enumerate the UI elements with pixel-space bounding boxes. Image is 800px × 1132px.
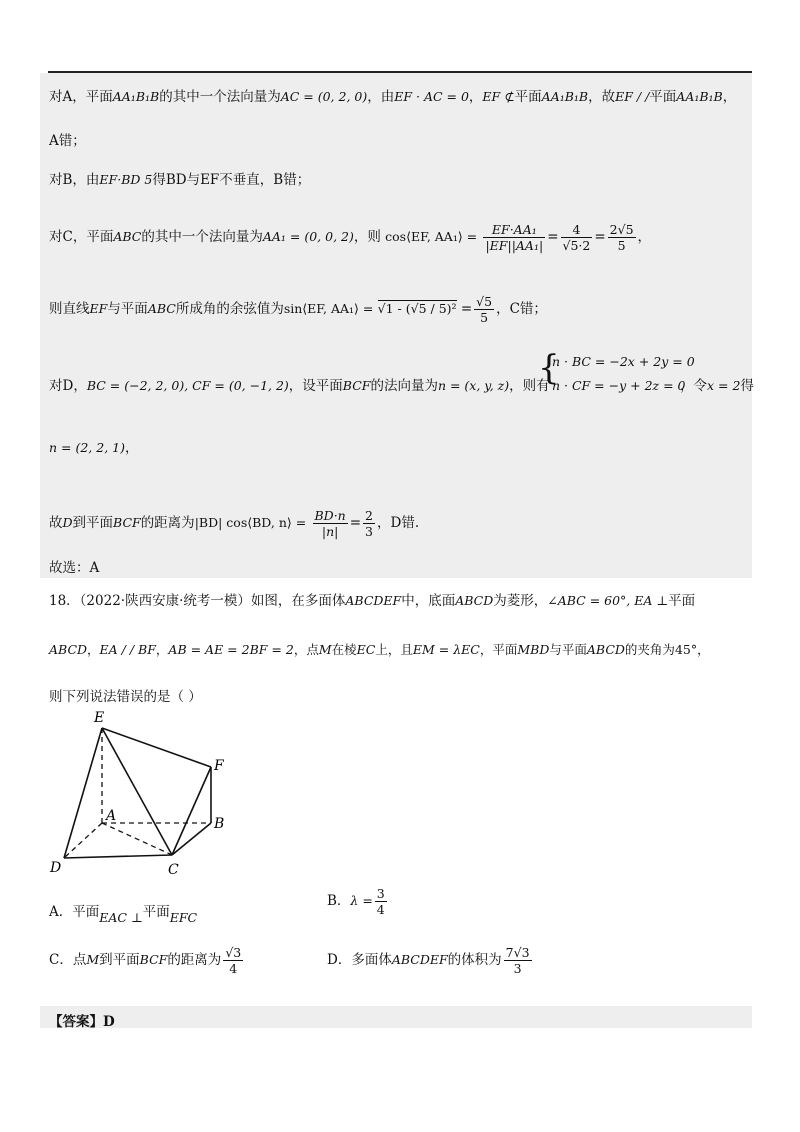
question-line3: 则下列说法错误的是（ ） <box>49 689 202 705</box>
label-E: E <box>94 710 105 726</box>
edge-AC-hidden <box>102 823 172 855</box>
solution-c-line2: 则直线EF与平面ABC所成角的余弦值为sin⟨EF, AA₁⟩ = √1 - (√5 / 5)² = $\frac{√5}{5}$ ，C错； <box>49 294 547 325</box>
solution-d-line3: 故D到平面BCF的距离为|BD| cos⟨BD, n⟩ = $\frac{BD\cdot n}{|n|}$ = $\frac{2}{3}$ ，D错. <box>49 508 420 539</box>
answer-line: 【答案】D <box>49 1014 115 1030</box>
system-eq2: n · CF = −y + 2z = 0 <box>552 378 686 393</box>
system-brace: { <box>538 348 560 388</box>
solution-d-line1: 对D，BC = (−2, 2, 0), CF = (0, −1, 2)，设平面BCF的法向量为n = (x, y, z)，则有 <box>49 378 550 394</box>
question-line1: 18．（2022·陕西安康·统考一模）如图，在多面体ABCDEF中，底面ABCD为菱形，∠ABC = 60°, EA ⊥平面 <box>49 593 696 609</box>
option-c[interactable]: C．点M到平面BCF的距离为 $\frac{√3}{4}$ <box>49 945 242 976</box>
label-B: B <box>214 816 225 832</box>
label-A: A <box>106 808 117 824</box>
option-d[interactable]: D．多面体ABCDEF的体积为 $\frac{7√3}{3}$ <box>327 945 530 976</box>
system-eq1: n · BC = −2x + 2y = 0 <box>552 354 695 369</box>
option-a[interactable]: A．平面EAC ⊥平面EFC <box>49 904 198 925</box>
solution-d-line2: n = (2, 2, 1)， <box>49 440 139 456</box>
option-b[interactable]: B．λ = $\frac{3}{4}$ <box>327 886 385 917</box>
edge-DC <box>64 855 172 858</box>
solution-a-conclusion: A错； <box>49 133 86 149</box>
question-line2: ABCD，EA / / BF，AB = AE = 2BF = 2，点M在棱EC上，且EM = λEC，平面MBD与平面ABCD的夹角为45°， <box>49 642 710 657</box>
edge-BC <box>172 823 211 855</box>
label-F: F <box>214 758 224 774</box>
edge-FC <box>172 767 211 855</box>
solution-panel <box>40 73 752 578</box>
solution-c-line1: 对C，平面ABC的其中一个法向量为AA₁ = (0, 0, 2)，则 cos⟨EF, AA₁⟩ = $\frac{\text{EF·AA₁}}{\text{|EF||AA₁|}}$ = $\frac{4}{√5\cdot 2}$ = $\frac{2√5}{5}$ ， <box>49 222 652 253</box>
edge-EF <box>102 728 211 767</box>
solution-d-let: ，令x = 2得 <box>680 378 754 394</box>
polyhedron-figure <box>44 700 244 890</box>
solution-conclusion: 故选：A <box>49 560 100 576</box>
label-D: D <box>50 860 62 876</box>
answer-panel <box>40 1006 752 1028</box>
solution-a-line: 对A，平面AA₁B₁B的其中一个法向量为AC = (0, 2, 0)，由EF · AC = 0，EF ⊄平面AA₁B₁B，故EF / /平面AA₁B₁B， <box>49 89 737 105</box>
edge-ED <box>64 728 102 858</box>
label-C: C <box>168 862 179 878</box>
edge-EC <box>102 728 172 855</box>
solution-b-line: 对B，由EF·BD 5得BD与EF不垂直，B错； <box>49 172 311 188</box>
